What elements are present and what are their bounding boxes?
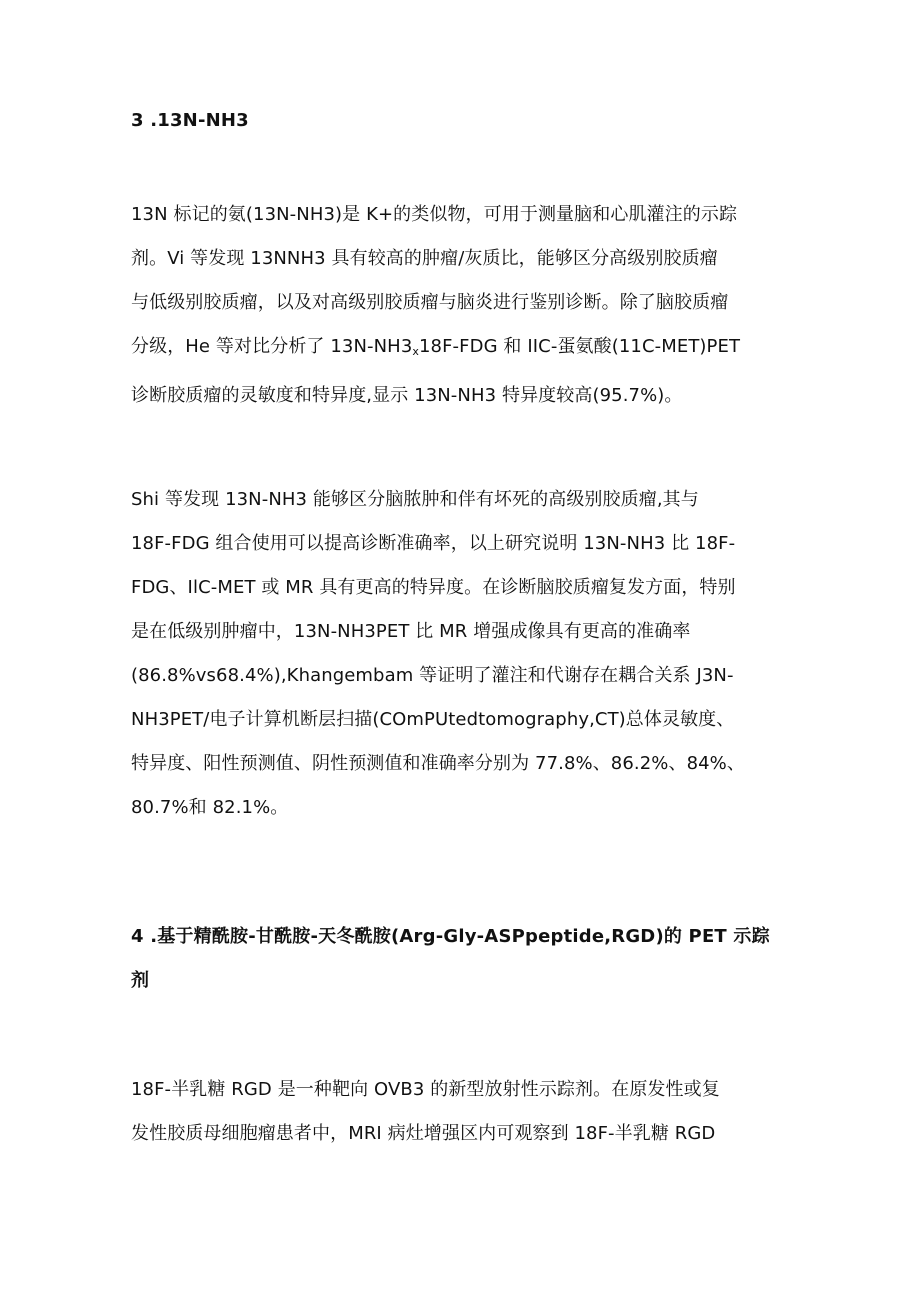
line-segment: 分级，He 等对比分析了 13N-NH3 [131, 336, 413, 357]
paragraph-line: FDG、IlC-MET 或 MR 具有更高的特异度。在诊断脑胶质瘤复发方面，特别 [131, 577, 736, 598]
paragraph-13n-nh3 [131, 193, 811, 418]
section-heading-rgd [131, 915, 811, 1003]
paragraph-line: 与低级别胶质瘤，以及对高级别胶质瘤与脑炎进行鉴别诊断。除了脑胶质瘤 [131, 292, 729, 313]
paragraph-line: 13N 标记的氨(13N-NH3)是 K+的类似物，可用于测量脑和心肌灌注的示踪 [131, 204, 738, 225]
paragraph-line: 发性胶质母细胞瘤患者中，MRI 病灶增强区内可观察到 18F-半乳糖 RGD [131, 1123, 716, 1144]
line-segment: 18F-FDG 和 IIC-蛋氨酸(11C-MET)PET [419, 336, 741, 357]
paragraph-line: 是在低级别肿瘤中，13N-NH3PET 比 MR 增强成像具有更高的准确率 [131, 621, 691, 642]
paragraph-line: NH3PET/电子计算机断层扫描(COmPUtedtomography,CT)总体灵敏度、 [131, 709, 735, 730]
paragraph-rgd-tracer [131, 1068, 811, 1156]
heading-line: 剂 [131, 970, 150, 991]
subscript-mark: x [412, 345, 419, 358]
paragraph-line: (86.8%vs68.4%),Khangembam 等证明了灌注和代谢存在耦合关系 J3N- [131, 665, 734, 686]
paragraph-line: Shi 等发现 13N-NH3 能够区分脑脓肿和伴有坏死的高级别胶质瘤,其与 [131, 489, 699, 510]
paragraph-line: 诊断胶质瘤的灵敏度和特异度,显示 13N-NH3 特异度较高(95.7%)。 [131, 385, 683, 406]
paragraph-line: 18F-FDG 组合使用可以提高诊断准确率，以上研究说明 13N-NH3 比 18F- [131, 533, 736, 554]
heading-line: 4 .基于精酰胺-甘酰胺-天冬酰胺(Arg-Gly-ASPpeptide,RGD)的 PET 示踪 [131, 926, 770, 947]
paragraph-line: 剂。Vi 等发现 13NNH3 具有较高的肿瘤/灰质比，能够区分高级别胶质瘤 [131, 248, 718, 269]
paragraph-line: 18F-半乳糖 RGD 是一种靶向 OVB3 的新型放射性示踪剂。在原发性或复 [131, 1079, 720, 1100]
paragraph-line [131, 325, 811, 374]
paragraph-line: 80.7%和 82.1%。 [131, 797, 289, 818]
paragraph-shi-study [131, 478, 811, 830]
paragraph-line: 特异度、阳性预测值、阴性预测值和准确率分别为 77.8%、86.2%、84%、 [131, 753, 745, 774]
heading-line: 3 .13N-NH3 [131, 110, 249, 131]
section-heading-13n-nh3 [131, 99, 811, 143]
